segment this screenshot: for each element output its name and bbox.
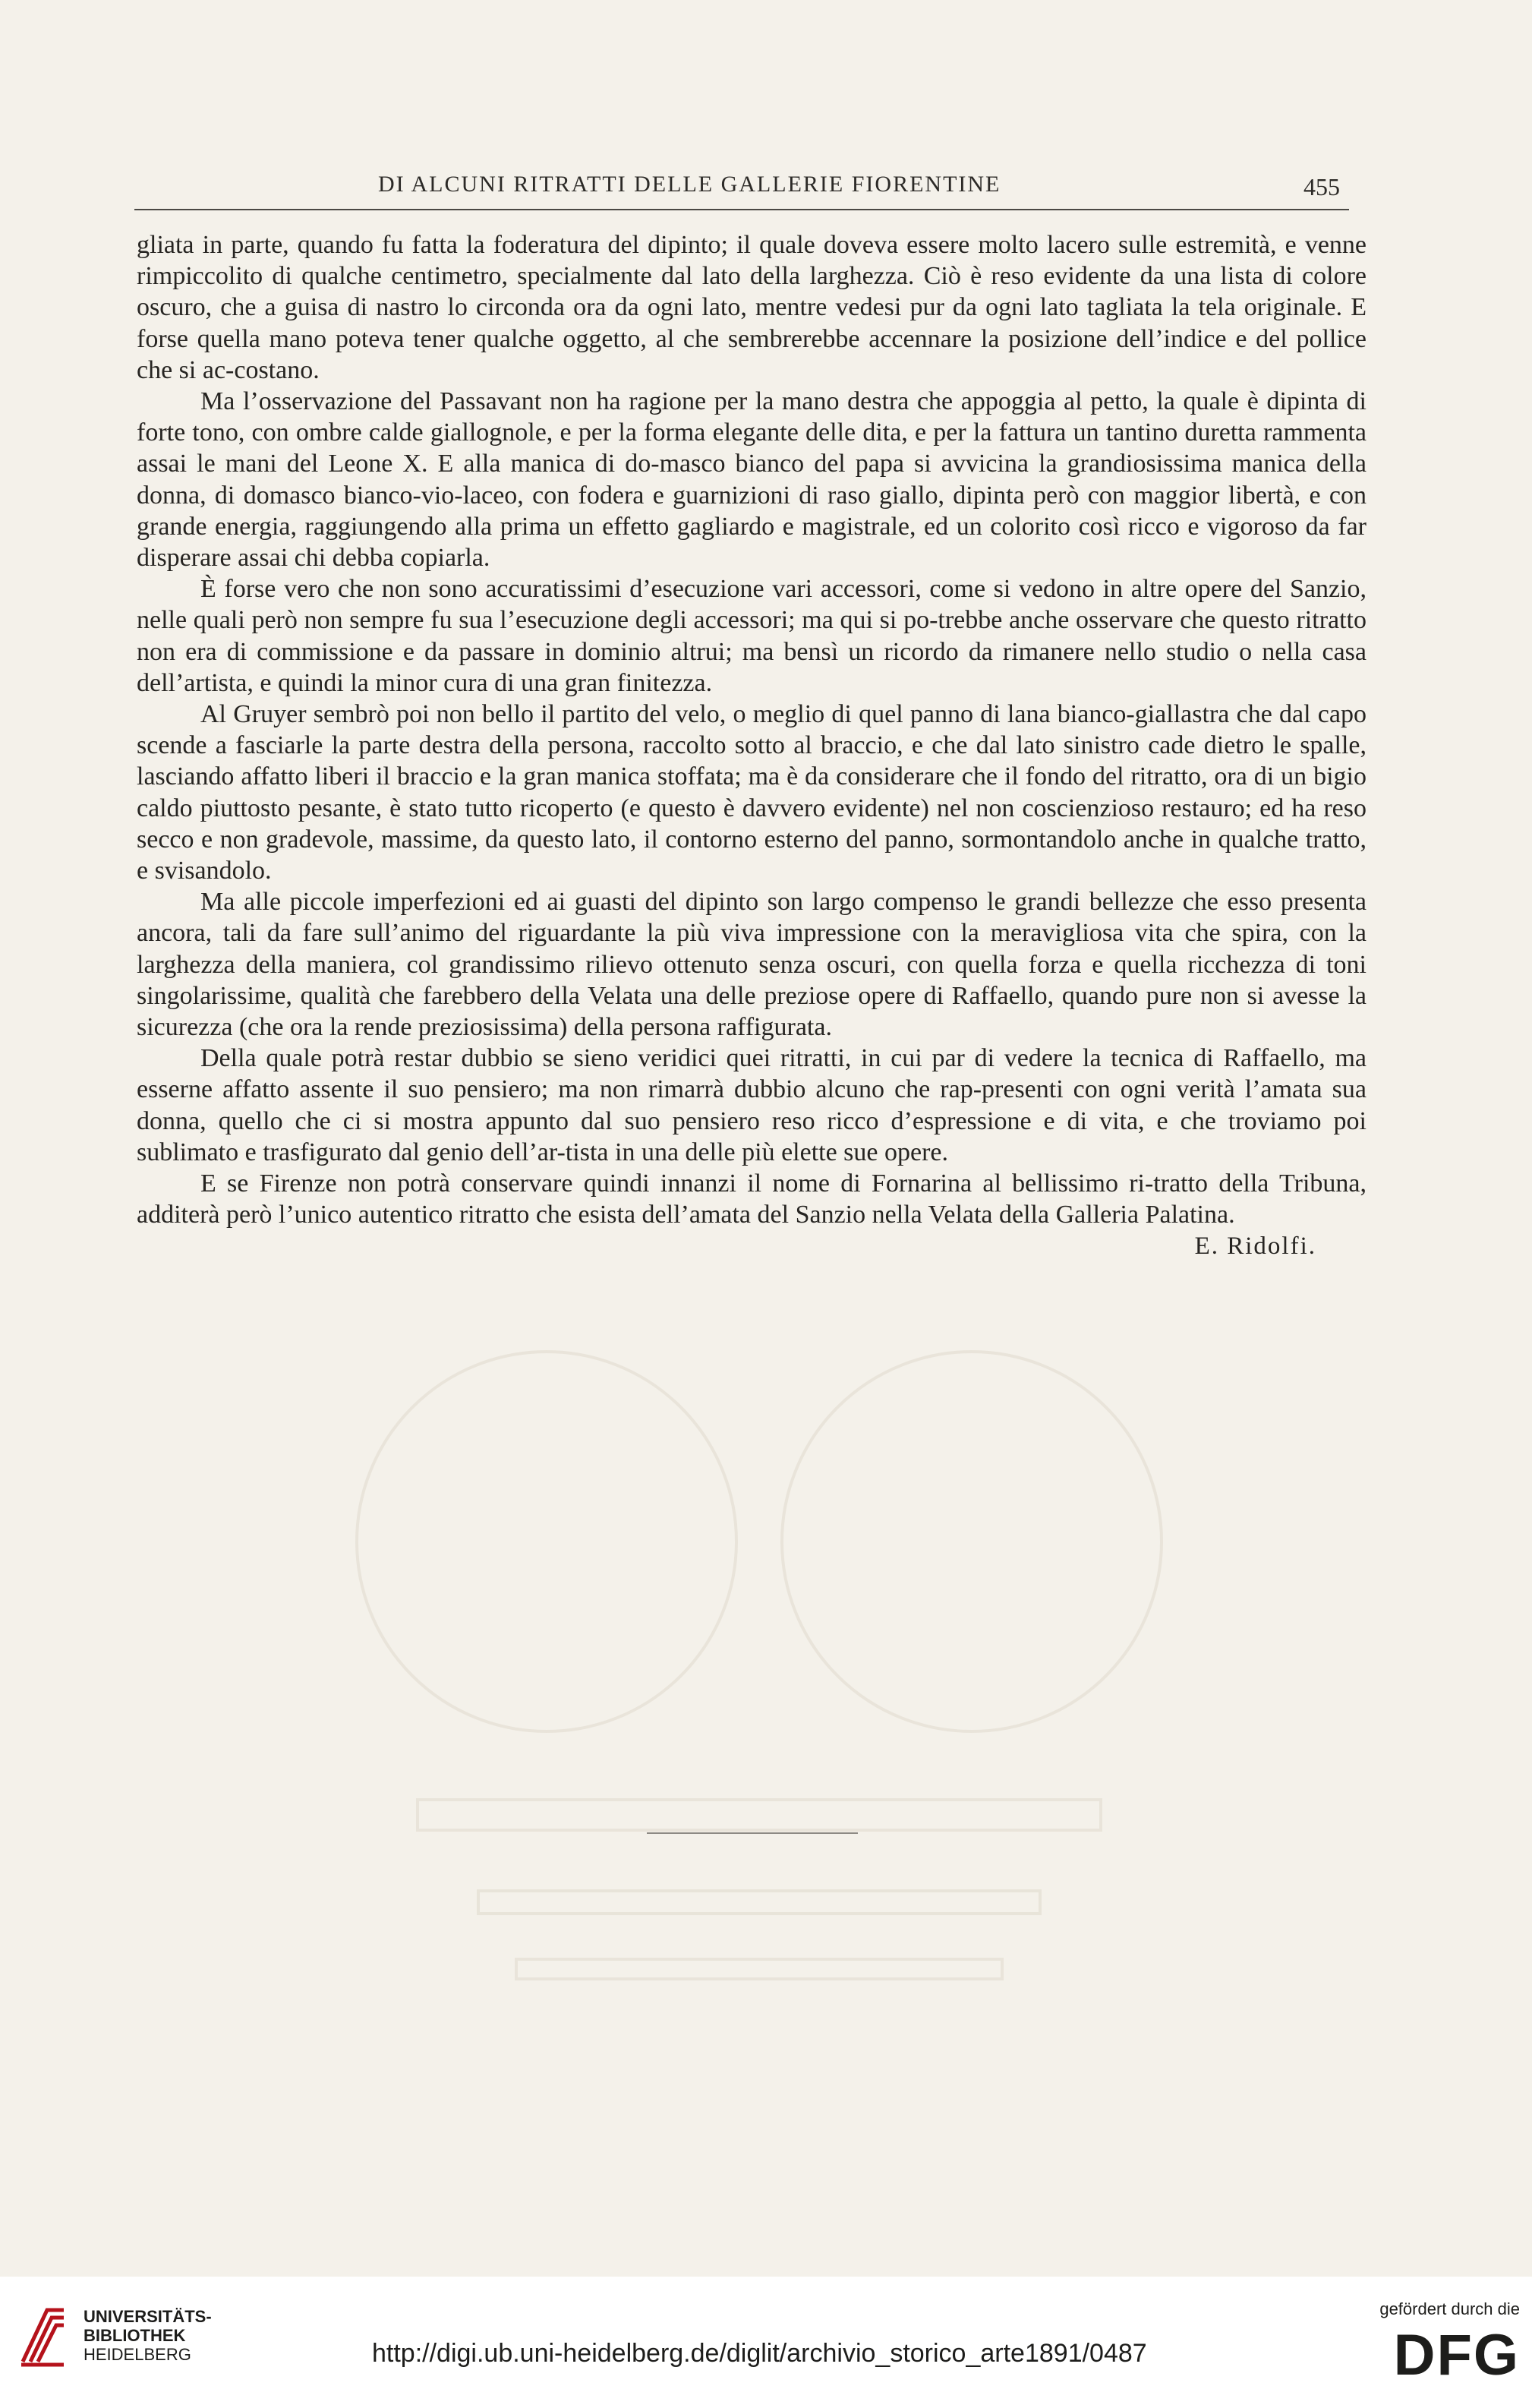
funder-caption: gefördert durch die [1379,2299,1520,2318]
paragraph: Ma l’osservazione del Passavant non ha ragione per la mano destra che appoggia al petto, la quale è dipinta di forte tono, con ombre calde giallognole, e per la forma elegante delle dita, e per la fattura un tantino duretta rammenta assai le mani del Leone X. E alla manica di do-masco bianco del papa si avvicina la grandiosissima manica della donna, di domasco bianco-vio-laceo, con fodera e guarnizioni di raso giallo, dipinta però con maggior libertà, e con grande energia, raggiungendo alla prima un effetto gagliardo e magistrale, ed un colorito così ricco e vigoroso da far disperare assai chi debba copiarla. [137,387,1367,573]
library-name [84,2307,212,2364]
library-line: HEIDELBERG [84,2344,191,2364]
paragraph: Della quale potrà restar dubbio se sieno veridici quei ritratti, in cui par di vedere la tecnica di Raffaello, ma esserne affatto assente il suo pensiero; ma non rimarrà dubbio alcuno che rap-presenti con ogni verità l’amata sua donna, quello che ci si mostra appunto dal suo pensiero reso ricco d’espressione e di vita, e che troviamo poi sublimato e trasfigurato dal genio dell’ar-tista in una delle più elette sue opere. [137,1044,1367,1166]
paragraph: Al Gruyer sembrò poi non bello il partito del velo, o meglio di quel panno di lana bianco-giallastra che dal capo scende a fasciarle la parte destra della persona, raccolto sotto al braccio, e che dal lato sinistro cade dietro le spalle, lasciando affatto liberi il braccio e la gran manica stoffata; ma è da considerare che il fondo del ritratto, ora di un bigio caldo piuttosto pesante, è stato tutto ricoperto (e questo è davvero evidente) nel non coscienzioso restauro; ed ha reso secco e non gradevole, massime, da questo lato, il contorno esterno del panno, sormontandolo anche in qualche tratto, e svisandolo. [137,700,1367,885]
article-body [137,229,1367,1262]
funder-logo[interactable] [1344,2299,1520,2387]
library-logo[interactable] [17,2302,212,2368]
show-through-image [228,1253,1291,2164]
library-line: UNIVERSITÄTS- [84,2306,212,2326]
paragraph: Ma alle piccole imperfezioni ed ai guasti del dipinto son largo compenso le grandi bellezze che esso presenta ancora, tali da fare sull’animo del riguardante la più viva impressione con la meravigliosa vita che spira, con la larghezza della maniera, col grandissimo rilievo ottenuto senza oscuri, con quella forza e quella ricchezza di toni singolarissime, qualità che farebbero della Velata una delle preziose opere di Raffaello, quando pure non si avesse la sicurezza (che ora la rende preziosissima) della persona raffigurata. [137,888,1367,1042]
paragraph: gliata in parte, quando fu fatta la foderatura del dipinto; il quale doveva essere molto lacero sulle estremità, e venne rimpiccolito di qualche centimetro, specialmente dal lato della larghezza. Ciò è reso evidente da una lista di colore oscuro, che a guisa di nastro lo circonda ora da ogni lato, mentre vedesi pur da ogni lato tagliata la tela originale. E forse quella mano poteva tener qualche oggetto, al che sembrerebbe accennare la posizione dell’indice e del pollice che si ac-costano. [137,231,1367,384]
paragraph: E se Firenze non potrà conservare quindi innanzi il nome di Fornarina al bellissimo ri-tratto della Tribuna, additerà però l’unico autentico ritratto che esista dell’amata del Sanzio nella Velata della Galleria Palatina. [137,1169,1367,1229]
closing-rule [647,1832,858,1834]
author-signature: E. Ridolfi. [1194,1232,1316,1260]
university-library-logo-icon [17,2302,70,2368]
permalink-url[interactable]: http://digi.ub.uni-heidelberg.de/diglit/archivio_storico_arte1891/0487 [372,2339,1147,2368]
library-line: BIBLIOTHEK [84,2325,186,2345]
running-head: DI ALCUNI RITRATTI DELLE GALLERIE FIORENTINE [378,172,1001,197]
paragraph: È forse vero che non sono accuratissimi d’esecuzione vari accessori, come si vedono in altre opere del Sanzio, nelle quali però non sempre fu sua l’esecuzione degli accessori; ma qui si po-trebbe anche osservare che questo ritratto non era di commissione e da passare in dominio altrui; ma bensì un ricordo da rimanere nello studio o nella casa dell’artista, e quindi la minor cura di una gran finitezza. [137,575,1367,697]
dfg-mark: DFG [1393,2323,1520,2387]
header-rule [134,209,1349,210]
page-number: 455 [1303,173,1340,200]
digitization-footer [0,2277,1532,2408]
